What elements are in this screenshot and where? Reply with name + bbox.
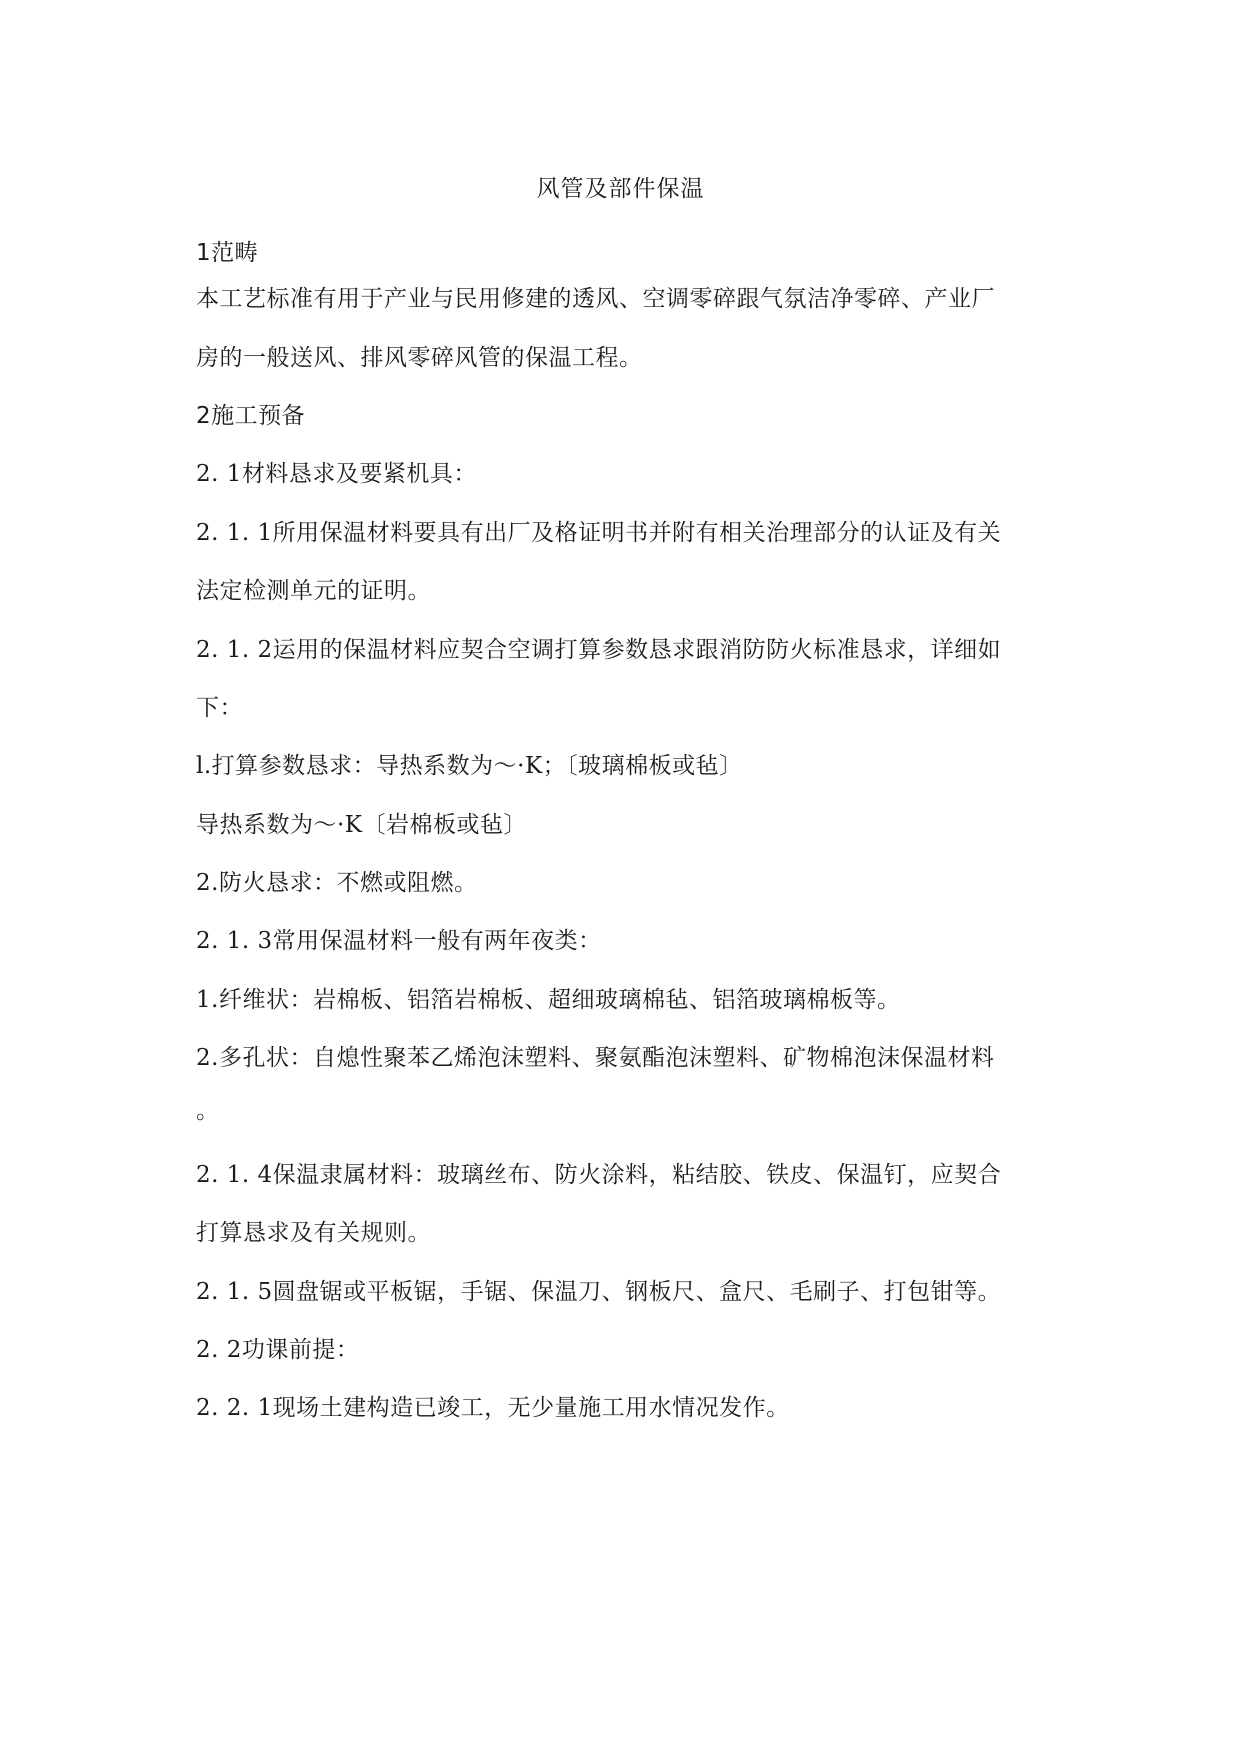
paragraph-line: 2. 2. 1现场土建构造已竣工，无少量施工用水情况发作。 [196,1395,790,1421]
paragraph-line: 2.防火恳求：不燃或阻燃。 [196,870,478,896]
paragraph-line: 2.多孔状：自熄性聚苯乙烯泡沫塑料、聚氨酯泡沫塑料、矿物棉泡沫保温材料 [196,1045,995,1071]
section-heading: 1范畴 [196,240,259,266]
paragraph-line: 房的一般送风、排风零碎风管的保温工程。 [196,345,643,371]
paragraph-line: 2. 2功课前提： [196,1337,360,1363]
paragraph-line: 法定检测单元的证明。 [196,578,431,604]
paragraph-line: 2. 1. 3常用保温材料一般有两年夜类： [196,928,602,954]
paragraph-line: 导热系数为～·K〔岩棉板或毡〕 [196,812,527,838]
section-heading: 2施工预备 [196,403,306,429]
paragraph-line: 2. 1. 4保温隶属材料：玻璃丝布、防火涂料，粘结胶、铁皮、保温钉，应契合 [196,1162,1002,1188]
paragraph-line: 打算恳求及有关规则。 [196,1220,431,1246]
document-title: 风管及部件保温 [536,176,705,202]
paragraph-line: 2. 1. 1所用保温材料要具有出厂及格证明书并附有相关治理部分的认证及有关 [196,520,1002,546]
paragraph-line: 。 [196,1098,220,1124]
paragraph-line: 1.纤维状：岩棉板、铝箔岩棉板、超细玻璃棉毡、铝箔玻璃棉板等。 [196,987,901,1013]
paragraph-line: 2. 1材料恳求及要紧机具： [196,461,477,487]
paragraph-line: 2. 1. 2运用的保温材料应契合空调打算参数恳求跟消防防火标准恳求，详细如 [196,637,1002,663]
paragraph-line: 2. 1. 5圆盘锯或平板锯，手锯、保温刀、钢板尺、盒尺、毛刷子、打包钳等。 [196,1279,1002,1305]
paragraph-line: 本工艺标准有用于产业与民用修建的透风、空调零碎跟气氛洁净零碎、产业厂 [196,286,995,312]
paragraph-line: 下： [196,695,243,721]
paragraph-line: l.打算参数恳求：导热系数为～·K；〔玻璃棉板或毡〕 [196,753,743,779]
